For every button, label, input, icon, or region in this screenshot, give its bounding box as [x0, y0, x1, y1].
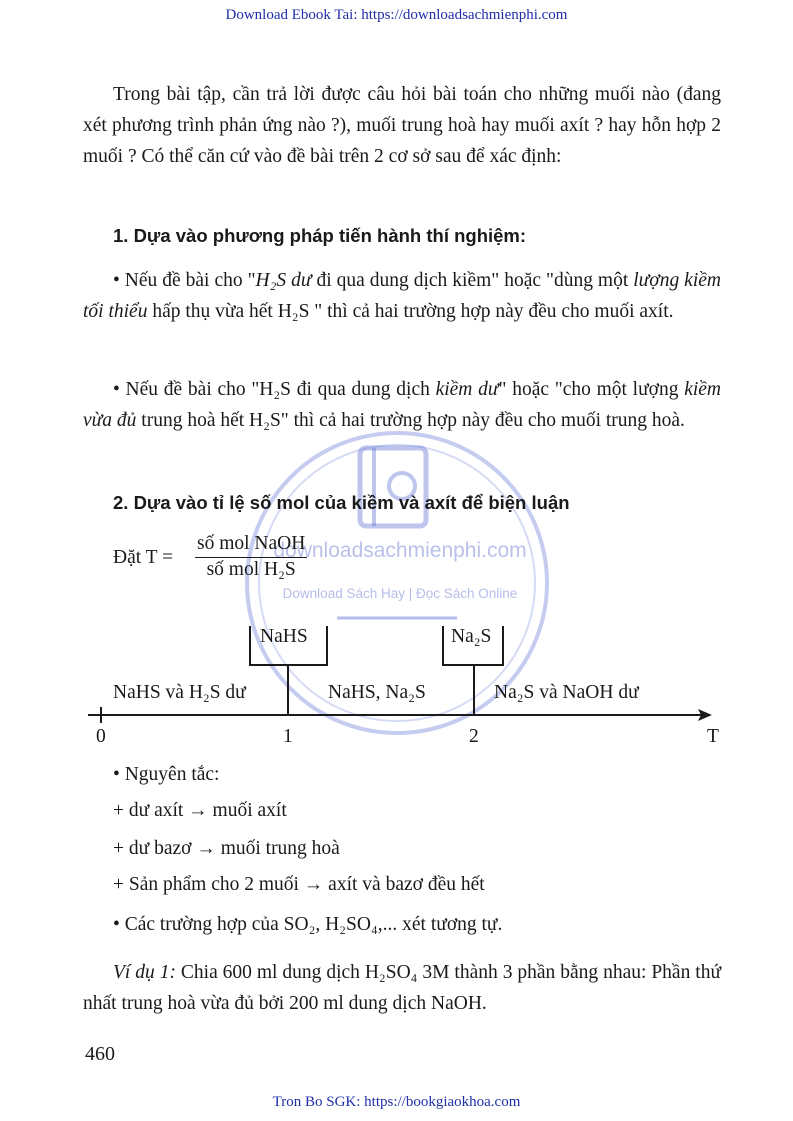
section1-bullet2: • Nếu đề bài cho "H₂S đi qua dung dịch kiềm dư" hoặc "cho một lượng kiềm vừa đủ trung hoà hết H₂S" thì cả hai trường hợp này đều cho muối trung hoà. [83, 379, 721, 431]
axis-label-t: T [707, 726, 719, 747]
fraction-denominator: số mol H₂S [206, 559, 296, 580]
section1-bullet1: • Nếu đề bài cho "H₂S dư đi qua dung dịch kiềm" hoặc "dùng một lượng kiềm tối thiểu hấp thụ vừa hết H₂S " thì cả hai trường hợp này đều cho muối axít. [83, 270, 721, 322]
fraction-numerator: số mol NaOH [195, 533, 307, 558]
intro-paragraph: Trong bài tập, cần trả lời được câu hỏi bài toán cho những muối nào (đang xét phương trình phản ứng nào ?), muối trung hoà hay muối axít ? hay hỗn hợp 2 muối ? Có thể căn cứ vào đề bài trên 2 cơ sở sau để xác định: [83, 84, 721, 167]
axis-arrow [698, 709, 712, 721]
footer-link[interactable]: Tron Bo SGK: https://bookgiaokhoa.com [272, 1094, 521, 1110]
region1-label: NaHS và H₂S dư [113, 682, 246, 703]
page-number: 460 [85, 1043, 115, 1065]
watermark-subtext: Download Sách Hay | Đọc Sách Online [282, 586, 518, 601]
principle-2: + dư bazơ → muối trung hoà [113, 838, 340, 859]
section2-heading: 2. Dựa vào tỉ lệ số mol của kiềm và axít để biện luận [113, 492, 570, 513]
box-nahs-label: NaHS [260, 626, 308, 647]
section1-heading: 1. Dựa vào phương pháp tiến hành thí nghiệm: [113, 225, 527, 246]
region2-label: NaHS, Na₂S [328, 682, 426, 703]
principle-3: + Sản phẩm cho 2 muối → axít và bazơ đều hết [113, 874, 485, 895]
watermark-text: downloadsachmienphi.com [273, 539, 527, 562]
box-na2s-label: Na₂S [451, 626, 492, 647]
tick-label-1: 1 [283, 726, 293, 747]
tick-label-2: 2 [469, 726, 479, 747]
principle-1: + dư axít → muối axít [113, 800, 287, 821]
header-link[interactable]: Download Ebook Tai: https://downloadsachmienphi.com [225, 7, 568, 23]
region3-label: Na₂S và NaOH dư [494, 682, 639, 703]
define-t-label: Đặt T = [113, 547, 174, 568]
principles-title: • Nguyên tắc: [113, 764, 220, 785]
principle-4: • Các trường hợp của SO₂, H₂SO₄,... xét tương tự. [113, 914, 503, 935]
example-paragraph: Ví dụ 1: Chia 600 ml dung dịch H₂SO₄ 3M thành 3 phần bằng nhau: Phần thứ nhất trung hoà vừa đủ bởi 200 ml dung dịch NaOH. [83, 962, 722, 1014]
tick-label-0: 0 [96, 726, 106, 747]
ratio-fraction [195, 533, 307, 581]
